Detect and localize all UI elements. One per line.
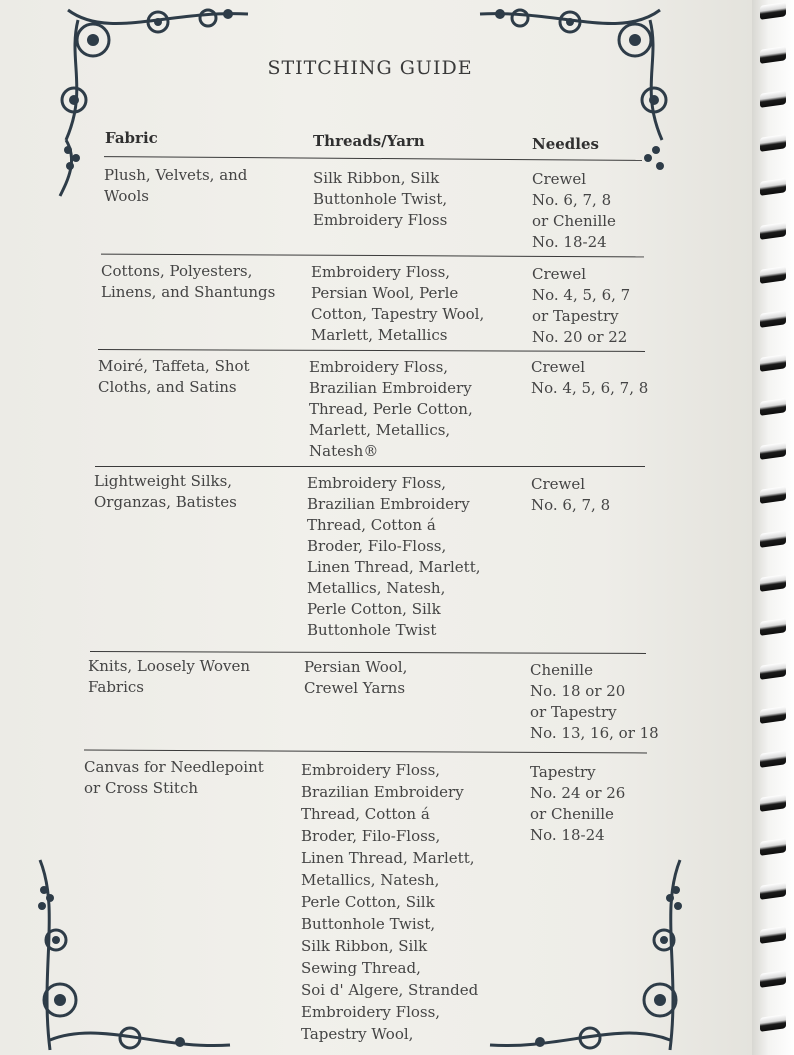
row-divider — [98, 349, 645, 352]
column-header-needles: Needles — [532, 135, 599, 153]
row-1-fabric: Plush, Velvets, and Wools — [104, 166, 248, 205]
row-3-needles: Crewel No. 4, 5, 6, 7, 8 — [531, 358, 649, 397]
page-title: STITCHING GUIDE — [267, 57, 473, 79]
row-divider — [95, 466, 645, 467]
row-4-fabric: Lightweight Silks, Organzas, Batistes — [94, 472, 237, 511]
row-divider — [101, 254, 644, 258]
row-divider — [84, 750, 647, 754]
row-2-threads: Embroidery Floss, Persian Wool, Perle Cotton, Tapestry Wool, Marlett, Metallics — [311, 263, 485, 344]
row-4-threads: Embroidery Floss, Brazilian Embroidery Thread, Cotton á Broder, Filo-Floss, Linen Thread, Marlett, Metallics, Natesh, Perle Cotton, Silk Buttonhole Twist — [307, 474, 481, 639]
row-4-needles: Crewel No. 6, 7, 8 — [531, 475, 611, 514]
column-header-threads: Threads/Yarn — [313, 132, 425, 150]
row-2-needles: Crewel No. 4, 5, 6, 7 or Tapestry No. 20 or 22 — [532, 265, 631, 346]
row-5-threads: Persian Wool, Crewel Yarns — [304, 658, 408, 697]
column-header-fabric: Fabric — [105, 129, 158, 147]
row-divider — [90, 651, 646, 654]
row-1-needles: Crewel No. 6, 7, 8 or Chenille No. 18-24 — [532, 170, 616, 251]
row-6-fabric: Canvas for Needlepoint or Cross Stitch — [84, 758, 264, 797]
row-6-threads: Embroidery Floss, Brazilian Embroidery Thread, Cotton á Broder, Filo-Floss, Linen Thread, Marlett, Metallics, Natesh, Perle Cotton, Silk Buttonhole Twist, Silk Ribbon, Silk Sewing Thread, Soi d' Algere, Stranded Embroidery Floss, Tapestry Wool, — [301, 761, 479, 1043]
row-2-fabric: Cottons, Polyesters, Linens, and Shantungs — [101, 262, 276, 301]
corner-ornament-bottom-left — [30, 850, 240, 1055]
row-1-threads: Silk Ribbon, Silk Buttonhole Twist, Embroidery Floss — [313, 169, 448, 229]
row-6-needles: Tapestry No. 24 or 26 or Chenille No. 18-24 — [530, 763, 626, 844]
row-3-fabric: Moiré, Taffeta, Shot Cloths, and Satins — [98, 357, 250, 396]
row-3-threads: Embroidery Floss, Brazilian Embroidery Thread, Perle Cotton, Marlett, Metallics, Natesh® — [309, 358, 473, 460]
row-5-fabric: Knits, Loosely Woven Fabrics — [88, 657, 251, 696]
corner-ornament-bottom-right — [480, 850, 690, 1055]
row-5-needles: Chenille No. 18 or 20 or Tapestry No. 13, 16, or 18 — [530, 661, 659, 742]
